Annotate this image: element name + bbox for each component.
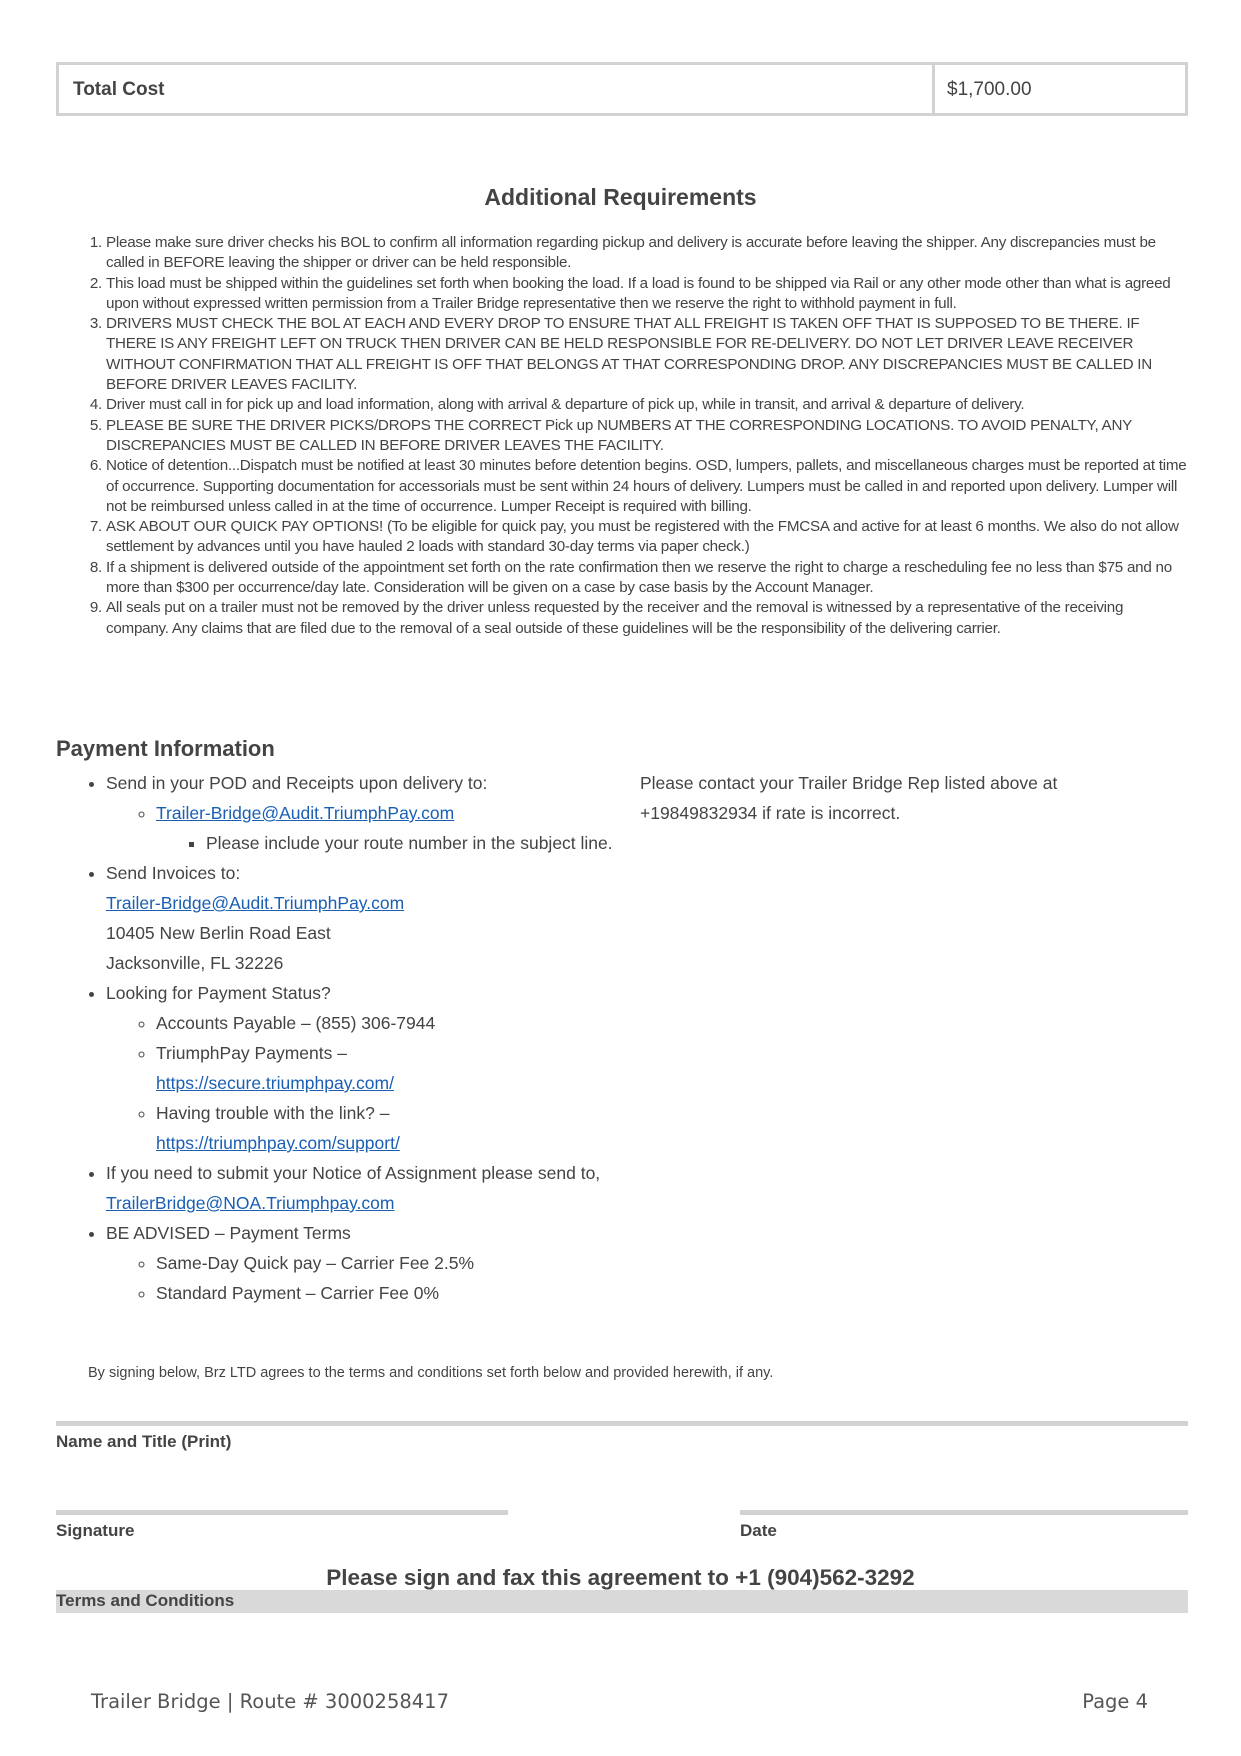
requirement-item: 9. All seals put on a trailer must not be removed by the driver unless requested by the receiver and the removal is witnessed by a representative of the receiving company. Any claims that are filed due to the removal of a seal outside of these guidelines will be the responsibility of the delivering carrier. <box>106 598 1188 639</box>
requirement-item: 8. If a shipment is delivered outside of the appointment set forth on the rate confirmation then we reserve the right to charge a rescheduling fee no less than $75 and no more than $300 per occurrence/day late. Consideration will be given on a case by case basis by the Account Manager. <box>106 558 1188 599</box>
name-title-label: Name and Title (Print) <box>56 1432 232 1451</box>
pod-email-link[interactable]: Trailer-Bridge@Audit.TriumphPay.com <box>156 803 455 823</box>
total-cost-table <box>56 62 1188 116</box>
signing-note: By signing below, Brz LTD agrees to the terms and conditions set forth below and provided herewith, if any. <box>88 1365 774 1381</box>
total-cost-value: $1,700.00 <box>947 79 1032 100</box>
signature-rule <box>56 1510 508 1515</box>
accounts-payable-item: ◦ Accounts Payable – (855) 306-7944 <box>156 1008 616 1038</box>
invoices-item <box>106 858 616 978</box>
requirement-item: 7. ASK ABOUT OUR QUICK PAY OPTIONS! (To be eligible for quick pay, you must be registered with the FMCSA and active for at least 6 months. We also do not allow settlement by advances until you have hauled 2 loads with standard 30-day terms via paper check.) <box>106 517 1188 558</box>
triumphpay-text: TriumphPay Payments – <box>156 1043 347 1063</box>
total-cost-label: Total Cost <box>59 65 935 113</box>
invoices-text: Send Invoices to: <box>106 863 241 883</box>
requirement-item: 1. Please make sure driver checks his BOL to confirm all information regarding pickup and delivery is accurate before leaving the shipper. Any discrepancies must be called in BEFORE leaving the shipper or driver can be held responsible. <box>106 233 1188 274</box>
terms-and-conditions-header: Terms and Conditions <box>56 1590 1188 1613</box>
fax-instruction: Please sign and fax this agreement to +1 (904)562-3292 <box>326 1565 915 1590</box>
noa-email-link[interactable]: TrailerBridge@NOA.Triumphpay.com <box>106 1193 395 1213</box>
support-link[interactable]: https://triumphpay.com/support/ <box>156 1133 400 1153</box>
requirement-item: 5. PLEASE BE SURE THE DRIVER PICKS/DROPS THE CORRECT Pick up NUMBERS AT THE CORRESPONDING LOCATIONS. TO AVOID PENALTY, ANY DISCREPANCIES MUST BE CALLED IN BEFORE DRIVER LEAVES THE FACILITY. <box>106 416 1188 457</box>
advised-item <box>106 1218 616 1308</box>
footer-route: Trailer Bridge | Route # 3000258417 <box>91 1690 449 1713</box>
status-item <box>106 978 616 1158</box>
requirements-list <box>56 233 1188 639</box>
noa-item <box>106 1158 616 1218</box>
trouble-text: Having trouble with the link? – <box>156 1103 390 1123</box>
requirement-item: 3. DRIVERS MUST CHECK THE BOL AT EACH AND EVERY DROP TO ENSURE THAT ALL FREIGHT IS TAKEN OFF THAT IS SUPPOSED TO BE THERE. IF THERE IS ANY FREIGHT LEFT ON TRUCK THEN DRIVER CAN BE HELD RESPONSIBLE FOR RE-DELIVERY. DO NOT LET DRIVER LEAVE RECEIVER WITHOUT CONFIRMATION THAT ALL FREIGHT IS OFF THAT BELONGS AT THAT CORRESPONDING DROP. ANY DISCREPANCIES MUST BE CALLED IN BEFORE DRIVER LEAVES FACILITY. <box>106 314 1188 395</box>
address-line-1: 10405 New Berlin Road East <box>106 923 331 943</box>
payment-instructions <box>56 768 616 1308</box>
requirement-item: 6. Notice of detention...Dispatch must be notified at least 30 minutes before detention begins. OSD, lumpers, pallets, and miscellaneous charges must be reported at time of occurrence. Supporting documentation for accessorials must be sent within 24 hours of delivery. Lumpers must be called in and reported upon delivery. Lumper will not be reimbursed unless called in at the time of occurrence. Lumper Receipt is required with billing. <box>106 456 1188 517</box>
triumphpay-link[interactable]: https://secure.triumphpay.com/ <box>156 1073 394 1093</box>
requirements-title: Additional Requirements <box>484 184 757 210</box>
noa-text: If you need to submit your Notice of Assignment please send to, <box>106 1163 601 1183</box>
footer-page-number: Page 4 <box>1082 1690 1148 1713</box>
name-rule <box>56 1421 1188 1426</box>
date-rule <box>740 1510 1188 1515</box>
pod-note: ▪ Please include your route number in the subject line. <box>206 828 616 858</box>
signature-label: Signature <box>56 1521 135 1540</box>
advised-text: BE ADVISED – Payment Terms <box>106 1223 351 1243</box>
address-line-2: Jacksonville, FL 32226 <box>106 953 284 973</box>
date-label: Date <box>740 1521 777 1540</box>
invoices-email-link[interactable]: Trailer-Bridge@Audit.TriumphPay.com <box>106 893 405 913</box>
requirement-item: 2. This load must be shipped within the guidelines set forth when booking the load. If a load is found to be shipped via Rail or any other mode other than what is agreed upon without expressed written permission from a Trailer Bridge representative then we reserve the right to withhold payment in full. <box>106 274 1188 315</box>
payment-term-standard: ◦ Standard Payment – Carrier Fee 0% <box>156 1278 616 1308</box>
pod-text: Send in your POD and Receipts upon delivery to: <box>106 773 488 793</box>
requirement-item: 4. Driver must call in for pick up and load information, along with arrival & departure of pick up, while in transit, and arrival & departure of delivery. <box>106 395 1188 415</box>
status-text: Looking for Payment Status? <box>106 983 331 1003</box>
rep-contact-note: Please contact your Trailer Bridge Rep listed above at +19849832934 if rate is incorrect. <box>640 773 1058 823</box>
payment-title: Payment Information <box>56 736 275 761</box>
payment-term-quick: ◦ Same-Day Quick pay – Carrier Fee 2.5% <box>156 1248 616 1278</box>
pod-item <box>106 768 616 858</box>
